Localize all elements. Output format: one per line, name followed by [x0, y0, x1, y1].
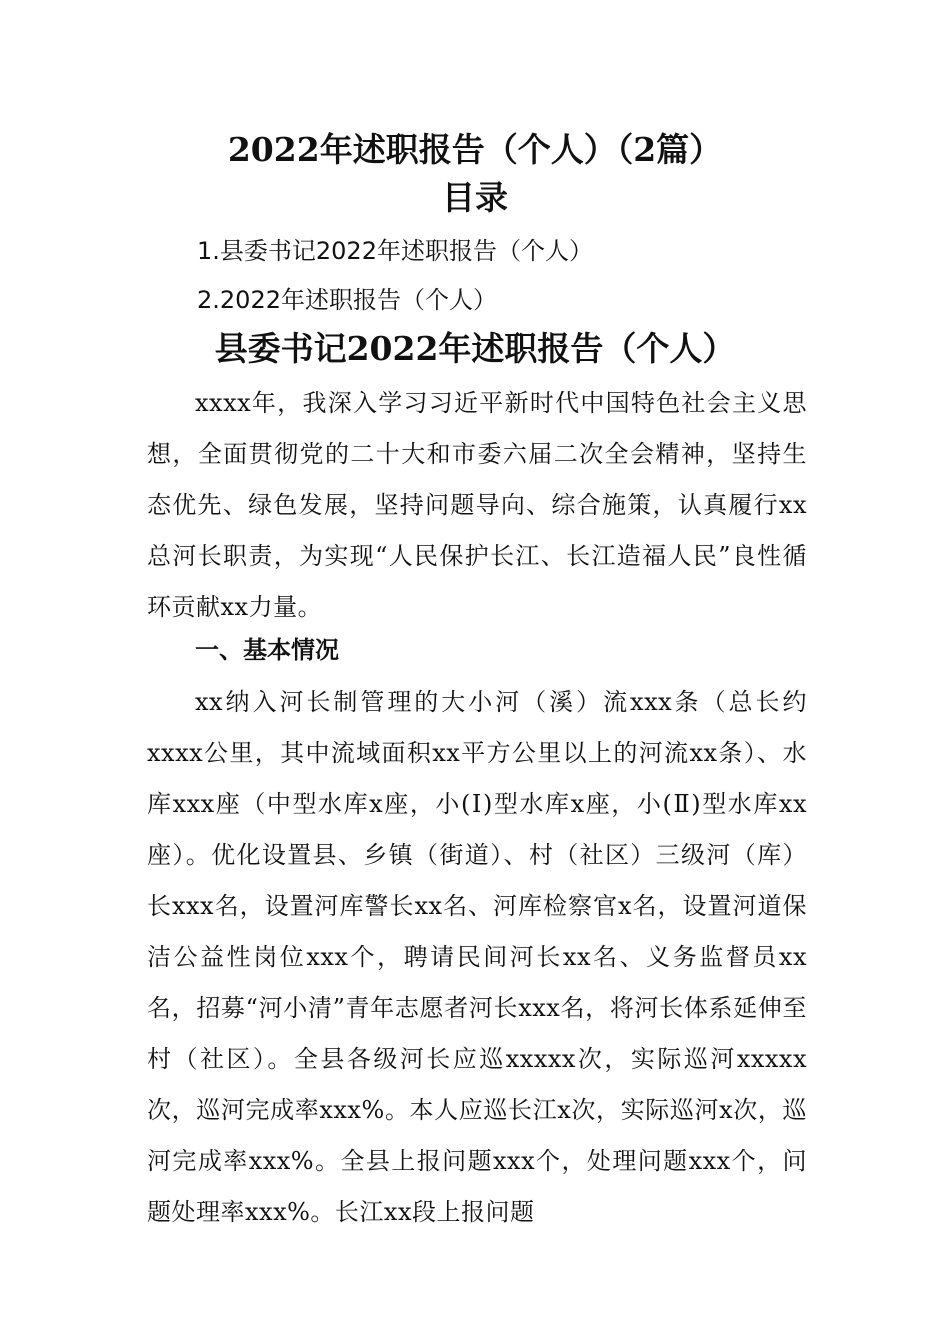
article-title: 县委书记2022年述职报告（个人）: [214, 329, 736, 368]
section-heading: 一、基本情况: [195, 636, 339, 664]
document-title: 2022年述职报告（个人）（2篇）: [227, 130, 723, 169]
toc-item-1[interactable]: 1.县委书记2022年述职报告（个人）: [197, 237, 593, 265]
toc-heading: 目录: [442, 178, 508, 217]
section-paragraph: xx纳入河长制管理的大小河（溪）流xxx条（总长约xxxx公里，其中流域面积xx平方公里以上的河流xx条）、水库xxx座（中型水库x座，小(Ⅰ)型水库x座，小(Ⅱ)型水库xx座）。优化设置县、乡镇（街道）、村（社区）三级河（库）长xxx名，设置河库警长xx名、河库检察官x名，设置河道保洁公益性岗位xxx个，聘请民间河长xx名、义务监督员xx名，招募“河小清”青年志愿者河长xxx名，将河长体系延伸至村（社区）。全县各级河长应巡xxxxx次，实际巡河xxxxx次，巡河完成率xxx%。本人应巡长江x次，实际巡河x次，巡河完成率xxx%。全县上报问题xxx个，处理问题xxx个，问题处理率xxx%。长江xx段上报问题: [147, 688, 807, 1226]
toc-item-2[interactable]: 2.2022年述职报告（个人）: [197, 286, 497, 314]
intro-paragraph: xxxx年，我深入学习习近平新时代中国特色社会主义思想，全面贯彻党的二十大和市委六届二次全会精神，坚持生态优先、绿色发展，坚持问题导向、综合施策，认真履行xx总河长职责，为实现“人民保护长江、长江造福人民”良性循环贡献xx力量。: [147, 389, 807, 621]
